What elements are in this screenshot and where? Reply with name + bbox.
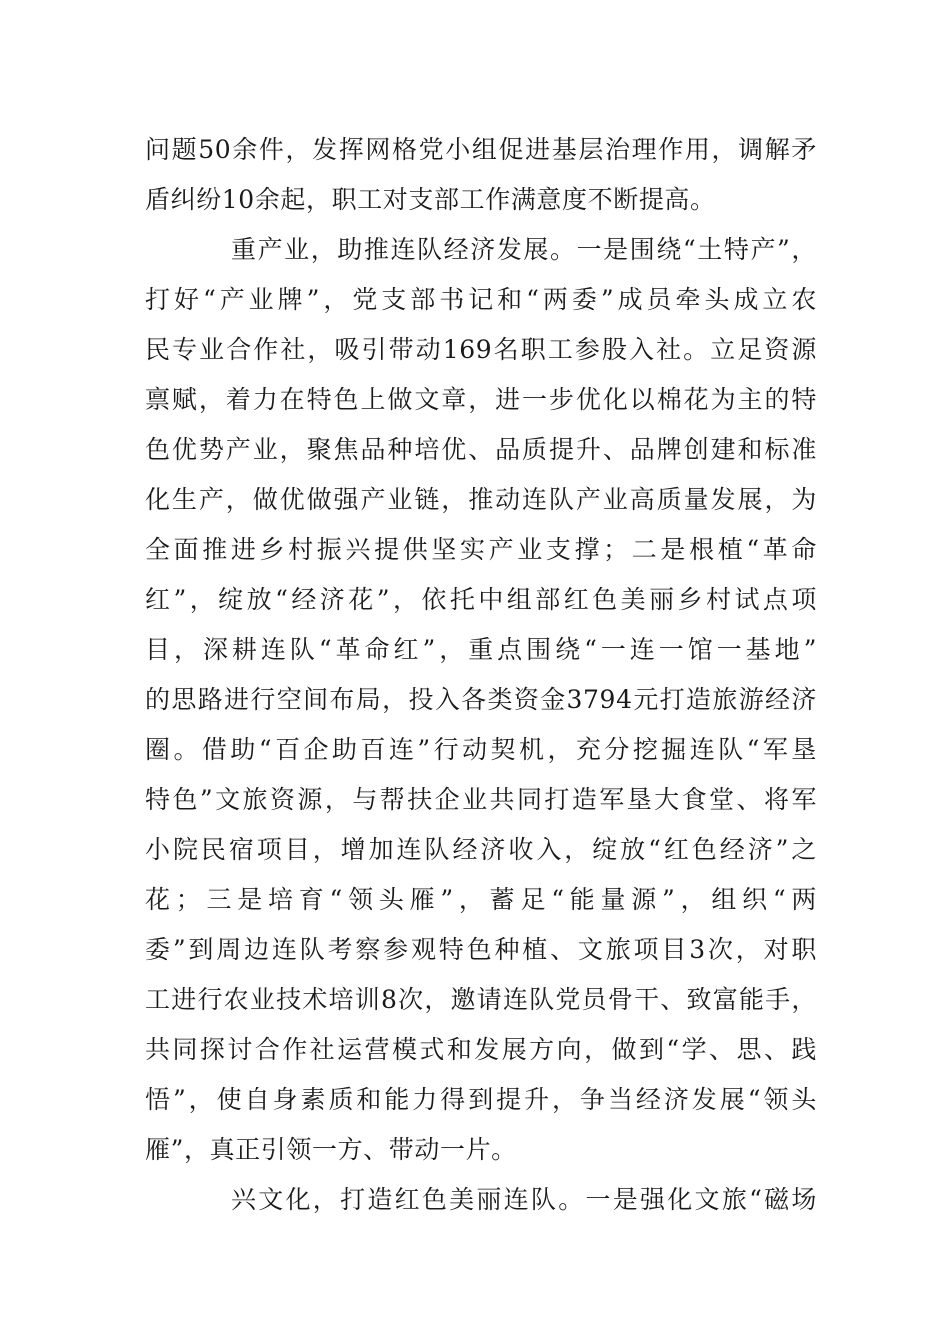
paragraph-2-line-16: 工进行农业技术培训8次，邀请连队党员骨干、致富能手， [145, 985, 817, 1014]
paragraph-2-line-6: 化生产，做优做强产业链，推动连队产业高质量发展，为 [145, 485, 817, 514]
paragraph-2-line-4: 禀赋，着力在特色上做文章，进一步优化以棉花为主的特 [145, 385, 817, 414]
paragraph-2-line-7: 全面推进乡村振兴提供坚实产业支撑；二是根植“革命 [145, 535, 817, 564]
paragraph-2-line-15: 委”到周边连队考察参观特色种植、文旅项目3次，对职 [145, 935, 817, 964]
document-body [145, 128, 817, 1228]
paragraph-2-line-13: 小院民宿项目，增加连队经济收入，绽放“红色经济”之 [145, 835, 817, 864]
paragraph-2-line-1: 重产业，助推连队经济发展。一是围绕“土特产”， [231, 235, 817, 264]
paragraph-1-line-2: 盾纠纷10余起，职工对支部工作满意度不断提高。 [145, 185, 716, 214]
paragraph-3-line-1: 兴文化，打造红色美丽连队。一是强化文旅“磁场 [231, 1185, 817, 1214]
paragraph-2-line-18: 悟”，使自身素质和能力得到提升，争当经济发展“领头 [145, 1085, 817, 1114]
paragraph-2-line-12: 特色”文旅资源，与帮扶企业共同打造军垦大食堂、将军 [145, 785, 817, 814]
paragraph-2-line-9: 目，深耕连队“革命红”，重点围绕“一连一馆一基地” [145, 635, 817, 664]
paragraph-2-line-17: 共同探讨合作社运营模式和发展方向，做到“学、思、践 [145, 1035, 817, 1064]
paragraph-2-line-14: 花；三是培育“领头雁”，蓄足“能量源”，组织“两 [145, 885, 817, 914]
paragraph-1-line-1: 问题50余件，发挥网格党小组促进基层治理作用，调解矛 [145, 135, 817, 164]
paragraph-2-line-11: 圈。借助“百企助百连”行动契机，充分挖掘连队“军垦 [145, 735, 817, 764]
paragraph-2-line-10: 的思路进行空间布局，投入各类资金3794元打造旅游经济 [145, 685, 817, 714]
paragraph-2-line-2: 打好“产业牌”，党支部书记和“两委”成员牵头成立农 [145, 285, 817, 314]
paragraph-2-line-19: 雁”，真正引领一方、带动一片。 [145, 1135, 517, 1164]
paragraph-2-line-5: 色优势产业，聚焦品种培优、品质提升、品牌创建和标准 [145, 435, 817, 464]
paragraph-2-line-3: 民专业合作社，吸引带动169名职工参股入社。立足资源 [145, 335, 817, 364]
paragraph-2-line-8: 红”，绽放“经济花”，依托中组部红色美丽乡村试点项 [145, 585, 817, 614]
